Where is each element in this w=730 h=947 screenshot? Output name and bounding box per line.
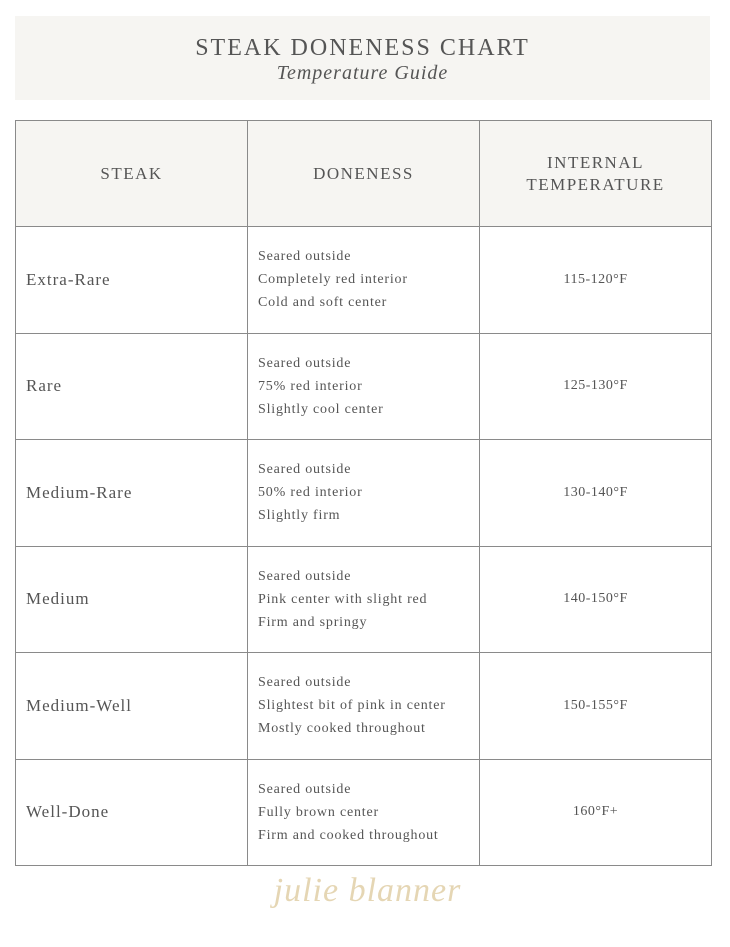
internal-temperature: 160°F+ xyxy=(480,759,712,866)
internal-temperature: 115-120°F xyxy=(480,227,712,334)
doneness-line: Completely red interior xyxy=(258,272,408,288)
doneness-line: Pink center with slight red xyxy=(258,591,428,607)
table-row xyxy=(16,440,712,547)
table-row xyxy=(16,653,712,760)
column-header-temperature xyxy=(480,121,712,227)
internal-temperature: 140-150°F xyxy=(480,546,712,653)
internal-temperature: 125-130°F xyxy=(480,333,712,440)
doneness-line: 50% red interior xyxy=(258,485,363,501)
doneness-description xyxy=(248,333,480,440)
doneness-description xyxy=(248,440,480,547)
doneness-line: Seared outside xyxy=(258,355,352,371)
doneness-line: 75% red interior xyxy=(258,378,363,394)
steak-name: Extra-Rare xyxy=(16,227,248,334)
page-title: STEAK DONENESS CHART xyxy=(195,35,530,61)
doneness-line: Seared outside xyxy=(258,462,352,478)
internal-temperature: 150-155°F xyxy=(480,653,712,760)
doneness-line: Slightly cool center xyxy=(258,401,384,417)
page-subtitle: Temperature Guide xyxy=(276,62,449,84)
doneness-description xyxy=(248,759,480,866)
chart-header xyxy=(15,16,710,100)
doneness-line: Slightest bit of pink in center xyxy=(258,698,446,714)
doneness-description xyxy=(248,653,480,760)
table-row xyxy=(16,546,712,653)
table-row xyxy=(16,227,712,334)
julie-blanner-logo: julie blanner xyxy=(273,872,462,909)
column-header-doneness: DONENESS xyxy=(248,121,480,227)
table-row xyxy=(16,759,712,866)
column-header-steak: STEAK xyxy=(16,121,248,227)
doneness-line: Cold and soft center xyxy=(258,295,388,311)
doneness-line: Seared outside xyxy=(258,675,352,691)
doneness-line: Seared outside xyxy=(258,568,352,584)
table-row xyxy=(16,333,712,440)
doneness-line: Firm and springy xyxy=(258,614,368,630)
doneness-line: Slightly firm xyxy=(258,508,341,524)
doneness-description xyxy=(248,546,480,653)
steak-name: Rare xyxy=(16,333,248,440)
doneness-line: Seared outside xyxy=(258,249,352,265)
table-header-row xyxy=(16,121,712,227)
internal-temperature: 130-140°F xyxy=(480,440,712,547)
steak-name: Medium-Well xyxy=(16,653,248,760)
steak-name: Medium-Rare xyxy=(16,440,248,547)
doneness-description xyxy=(248,227,480,334)
steak-name: Medium xyxy=(16,546,248,653)
column-header-temperature-label: INTERNAL TEMPERATURE xyxy=(526,152,665,194)
doneness-line: Fully brown center xyxy=(258,804,379,820)
steak-name: Well-Done xyxy=(16,759,248,866)
doneness-table xyxy=(15,120,712,866)
doneness-line: Seared outside xyxy=(258,781,352,797)
doneness-line: Firm and cooked throughout xyxy=(258,827,439,843)
doneness-line: Mostly cooked throughout xyxy=(258,721,426,737)
